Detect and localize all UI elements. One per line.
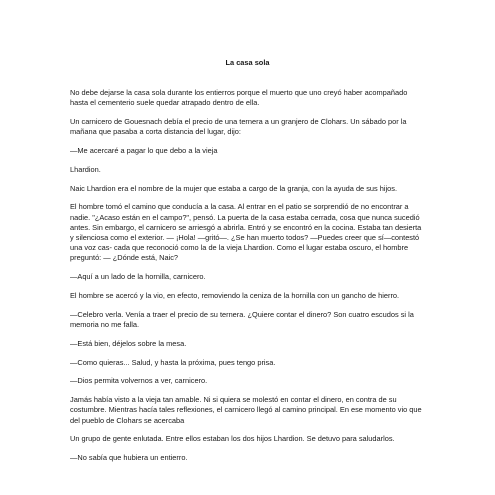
paragraph: El hombre tomó el camino que conducía a la casa. Al entrar en el patio se sorprendió de no encontrar a nadie. "¿Acaso están en el campo?", pensó. La puerta de la casa estaba cerrada, cosa que nunca sucedió antes. Sin embargo, el carnicero se arriesgó a abrirla. Entró y se encontró en la cocina. Estaba tan desierta y silenciosa como el exterior. — ¡Hola! —gritó—. ¿Se han muerto todos? —Puedes creer que sí—contestó una voz cas- cada que reconoció como la de la vieja Lhardion. Como el lugar estaba oscuro, el hombre preguntó: — ¿Dónde está, Naic?: [70, 202, 422, 263]
paragraph: —Me acercaré a pagar lo que debo a la vieja: [70, 146, 218, 155]
paragraph: —Está bien, déjelos sobre la mesa.: [70, 338, 187, 348]
paragraph: —Celebro verla. Venía a traer el precio de su ternera. ¿Quiere contar el dinero? Son cuatro escudos si la memoria no me falla.: [70, 309, 414, 329]
paragraph: —Aquí a un lado de la hornilla, carnicero.: [70, 272, 206, 282]
paragraph: Naic Lhardion era el nombre de la mujer que estaba a cargo de la granja, con la ayuda de sus hijos.: [70, 183, 398, 193]
paragraph: No debe dejarse la casa sola durante los entierros porque el muerto que uno creyó haber acompañado hasta el cementerio suele quedar atrapado dentro de ella.: [70, 88, 408, 108]
paragraph: Un grupo de gente enlutada. Entre ellos estaban los dos hijos Lhardion. Se detuvo para saludarlos.: [70, 434, 395, 444]
paragraph: —Dios permita volvernos a ver, carnicero.: [70, 376, 208, 386]
paragraph: Jamás había visto a la vieja tan amable. Ni si quiera se molestó en contar el dinero, en contra de su costumbre. Mientras hacía tales reflexiones, el carnicero llegó al camino principal. En ese momento vio que del pueblo de Clohars se acercaba: [70, 395, 422, 425]
paragraph: —No sabía que hubiera un entierro.: [70, 453, 188, 463]
paragraph: —Como quieras... Salud, y hasta la próxima, pues tengo prisa.: [70, 357, 276, 367]
document-title: La casa sola: [225, 58, 270, 67]
document-page: [70, 58, 425, 472]
paragraph: Lhardion.: [70, 164, 101, 174]
paragraph: El hombre se acercó y la vio, en efecto, removiendo la ceniza de la hornilla con un gancho de hierro.: [70, 291, 400, 300]
paragraph: Un carnicero de Gouesnach debía el precio de una ternera a un granjero de Clohars. Un sábado por la mañana que pasaba a corta distancia del lugar, dijo:: [70, 117, 407, 137]
